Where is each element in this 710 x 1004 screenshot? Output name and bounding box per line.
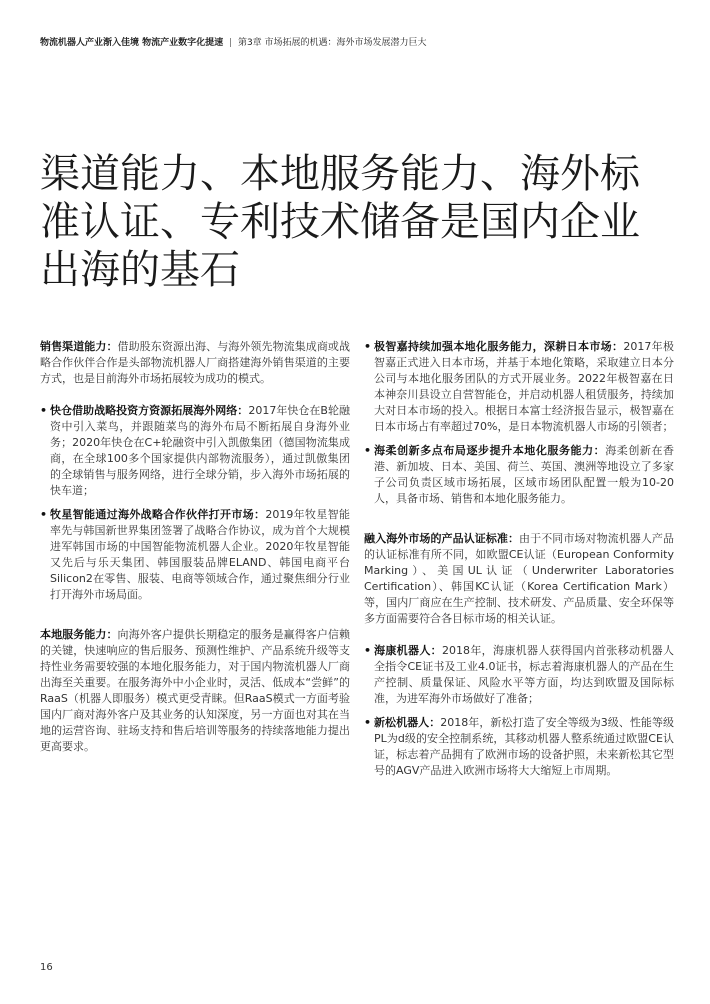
left-column bbox=[40, 339, 350, 771]
page-title-line: 准认证、专利技术储备是国内企业 bbox=[40, 199, 640, 245]
breadcrumb-separator: | bbox=[229, 38, 233, 48]
local-service-paragraph bbox=[40, 627, 350, 755]
right-column bbox=[364, 339, 674, 787]
bullet-text: 海柔创新在香港、新加坡、日本、美国、荷兰、英国、澳洲等地设立了多家子公司负责区域市场拓展，区域市场团队配置一般为10-20人，具备市场、销售和本地化服务能力。 bbox=[374, 444, 675, 505]
bullet-lead: 新松机器人： bbox=[374, 716, 441, 729]
paragraph-lead: 本地服务能力： bbox=[40, 628, 118, 641]
bullet-item bbox=[364, 643, 674, 707]
bullet-item bbox=[364, 443, 674, 507]
bullet-text: 2019年牧星智能率先与韩国新世界集团签署了战略合作协议，成为首个大规模进军韩国市场的中国智能物流机器人企业。2020年牧星智能又先后与乐天集团、韩国服装品牌ELAND、韩国电商平台Silicon2在零售、服装、电商等领域合作，通过聚焦细分行业打开海外市场局面。 bbox=[50, 508, 351, 601]
bullet-dot-icon: • bbox=[364, 340, 372, 353]
paragraph-text: 向海外客户提供长期稳定的服务是赢得客户信赖的关键，快速响应的售后服务、预测性维护、产品系统升级等支持性业务需要较强的本地化服务能力，对于国内物流机器人厂商出海至关重要。在服务海外中小企业时，灵活、低成本“尝鲜”的RaaS（机器人即服务）模式更受青睐。但RaaS模式一方面考验国内厂商对海外客户及其业务的认知深度，另一方面也对其在当地的运营咨询、驻场支持和售后培训等服务的持续落地能力提出更高要求。 bbox=[40, 628, 351, 753]
bullet-dot-icon: • bbox=[364, 716, 372, 729]
page-title bbox=[40, 150, 680, 294]
bullet-lead: 海康机器人： bbox=[374, 644, 442, 657]
section-gap bbox=[40, 611, 350, 627]
bullet-item bbox=[364, 339, 674, 435]
chapter-breadcrumb: 第3章 市场拓展的机遇：海外市场发展潜力巨大 bbox=[237, 38, 427, 48]
bullet-text: 2017年快仓在B轮融资中引入菜鸟，并跟随菜鸟的海外布局不断拓展自身海外业务；2020年快仓在C+轮融资中引入凯傲集团（德国物流集成商，在全球100多个国家提供内部物流服务），通过凯傲集团的全球销售与服务网络，进行全球分销，步入海外市场拓展的快车道； bbox=[50, 404, 350, 497]
certification-paragraph bbox=[364, 531, 674, 627]
paragraph-lead: 销售渠道能力： bbox=[40, 340, 118, 353]
page-title-line: 出海的基石 bbox=[40, 247, 240, 293]
paragraph-text: 借助股东资源出海、与海外领先物流集成商或战略合作伙伴合作是头部物流机器人厂商搭建海外销售渠道的主要方式，也是目前海外市场拓展较为成功的模式。 bbox=[40, 340, 351, 385]
bullet-dot-icon: • bbox=[364, 444, 372, 457]
bullet-lead: 海柔创新多点布局逐步提升本地化服务能力： bbox=[374, 444, 606, 457]
running-header bbox=[40, 37, 680, 49]
report-title-breadcrumb: 物流机器人产业渐入佳境 物流产业数字化提速 bbox=[40, 38, 224, 48]
bullet-item bbox=[364, 715, 674, 779]
bullet-dot-icon: • bbox=[40, 404, 48, 417]
bullet-dot-icon: • bbox=[364, 644, 372, 657]
section-gap bbox=[364, 515, 674, 531]
bullet-item bbox=[40, 507, 350, 603]
paragraph-text: 由于不同市场对物流机器人产品的认证标准有所不同，如欧盟CE认证（European Conformity Marking）、美国UL认证（Underwriter Laboratories Certification）、韩国KC认证（Korea Certification Mark）等，国内厂商应在生产控制、技术研发、产品质量、安全环保等多方面需要符合各目标市场的相关认证。 bbox=[364, 532, 675, 625]
bullet-text: 2018年，新松打造了安全等级为3级、性能等级PL为d级的安全控制系统，其移动机器人整系统通过欧盟CE认证，标志着产品拥有了欧洲市场的设备护照，未来新松其它型号的AGV产品进入欧洲市场将大大缩短上市周期。 bbox=[374, 716, 675, 777]
bullet-dot-icon: • bbox=[40, 508, 48, 521]
page-title-line: 渠道能力、本地服务能力、海外标 bbox=[40, 151, 640, 197]
sales-channel-paragraph bbox=[40, 339, 350, 387]
bullet-item bbox=[40, 403, 350, 499]
paragraph-lead: 融入海外市场的产品认证标准： bbox=[364, 532, 520, 545]
bullet-lead: 牧星智能通过海外战略合作伙伴打开市场： bbox=[50, 508, 266, 521]
bullet-lead: 极智嘉持续加强本地化服务能力，深耕日本市场： bbox=[374, 340, 624, 353]
bullet-text: 2018年，海康机器人获得国内首张移动机器人全指令CE证书及工业4.0证书，标志着海康机器人的产品在生产控制、质量保证、风险水平等方面，均达到欧盟及国际标准，为进军海外市场做好了准备； bbox=[374, 644, 674, 705]
page-number: 16 bbox=[40, 962, 53, 973]
bullet-lead: 快仓借助战略投资方资源拓展海外网络： bbox=[50, 404, 249, 417]
bullet-text: 2017年极智嘉正式进入日本市场，并基于本地化策略，采取建立日本分公司与本地化服务团队的方式开展业务。2022年极智嘉在日本神奈川县设立自营智能仓，并启动机器人租赁服务，持续加大对日本市场的投入。根据日本富士经济报告显示，极智嘉在日本市场占有率超过70%，是日本物流机器人市场的引领者； bbox=[374, 340, 675, 433]
